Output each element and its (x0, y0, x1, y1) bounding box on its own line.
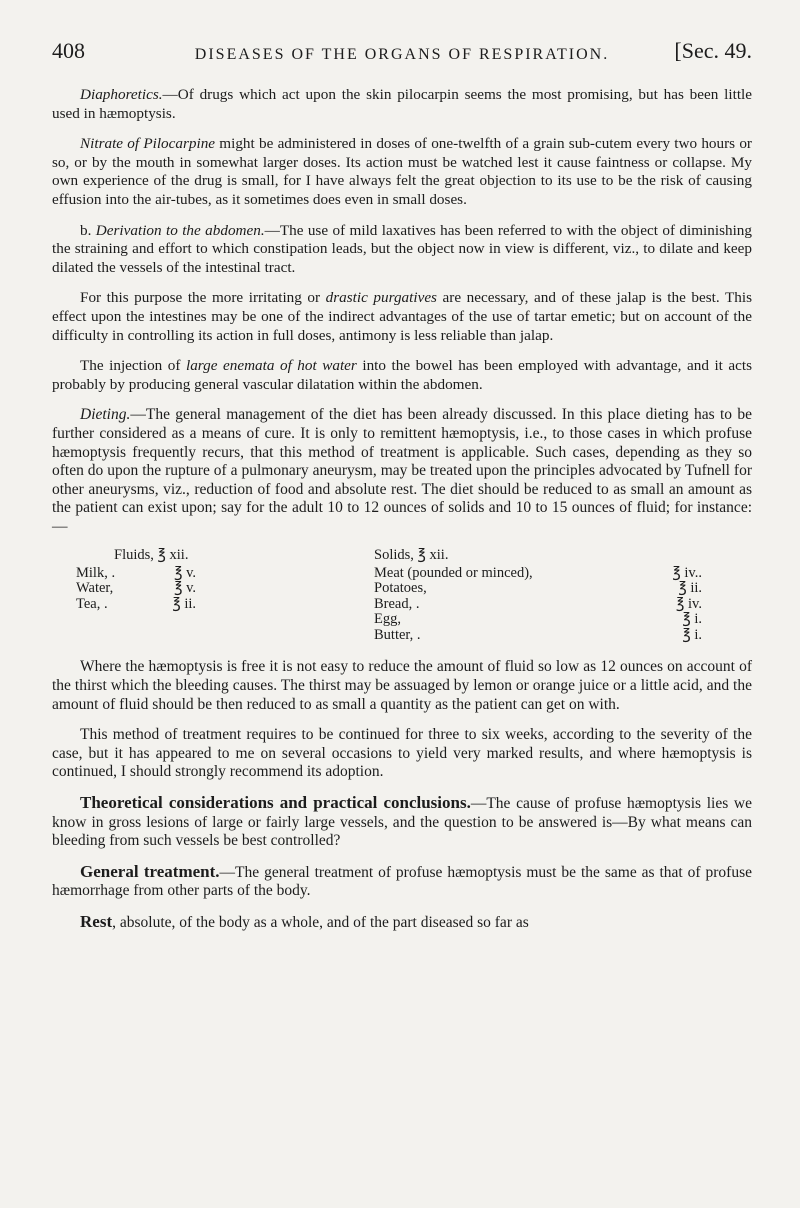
table-row (332, 581, 712, 597)
table-row (332, 628, 712, 644)
fluid-item: Tea, . (76, 595, 108, 612)
text-diaphoretics: —Of drugs which act upon the skin pilocarpin seems the most promising, but has been little used in hæmoptysis. (52, 86, 752, 122)
heading-rest: Rest (80, 912, 113, 931)
fluid-item: Milk, . (76, 564, 116, 581)
paragraph-rest (52, 913, 752, 933)
purgatives-a: For this purpose the more irritating or (80, 289, 326, 307)
paragraph-diaphoretics (52, 86, 752, 123)
enemata-b: into the bowel has been employed with advantage, and it acts probably by producing general vascular dilatation within the abdomen. (52, 357, 753, 393)
table-row (332, 566, 712, 582)
enemata-a: The injection of (80, 357, 186, 375)
paragraph-general-treatment (52, 863, 752, 901)
solid-item: Potatoes, (374, 580, 427, 597)
solid-item: Butter, . (374, 626, 421, 643)
text-rest: , absolute, of the body as a whole, and of the part diseased so far as (112, 914, 529, 931)
heading-enemata: large enemata of hot water (185, 357, 357, 375)
solid-item: Egg, (374, 611, 401, 628)
text-general-treatment: —The general treatment of profuse hæmoptysis must be the same as that of profuse hæmorrhage from other parts of the body. (52, 863, 752, 900)
fluids-header: Fluids, ℥ xii. (114, 547, 189, 564)
paragraph-theoretical (52, 794, 752, 851)
solid-item: Meat (pounded or minced), (374, 564, 533, 581)
running-title: DISEASES OF THE ORGANS OF RESPIRATION. (194, 46, 610, 63)
paragraph-purgatives (52, 289, 752, 345)
section-label: [Sec. 49. (674, 38, 752, 63)
text-derivation: —The use of mild laxatives has been referred to with the object of diminishing the straining and effort to which constipation leads, but the object now in view is different, viz., to dilate and keep dilated the vessels of the intestinal tract. (52, 221, 752, 276)
solids-header: Solids, ℥ xii. (374, 547, 449, 564)
text-dieting: —The general management of the diet has been already discussed. In this place dieting has to be further considered as a means of cure. It is only to remittent hæmoptysis, i.e., to those cases in which profuse hæmoptysis frequently recurs, that this method of treatment is applicable. Such cases, depending as they so often do upon the rupture of a pulmonary aneurysm, may be treated upon the principles advocated by Tufnell for other aneurysms, viz., reduction of food and absolute rest. The diet should be reduced to as small an amount as the patient can exist upon; say for the adult 10 to 12 ounces of solids and 10 to 15 ounces of fluid; for instance:— (52, 406, 752, 535)
page-header (52, 38, 752, 74)
table-row (76, 597, 246, 613)
book-page (52, 38, 753, 945)
paragraph-thirst: Where the hæmoptysis is free it is not easy to reduce the amount of fluid so low as 12 ounces on account of the thirst which the bleeding causes. The thirst may be assuaged by lemon or orange juice or a little acid, and the amount of fluid should be then reduced to as small a quantity as the patient can get on with. (52, 658, 752, 713)
paragraph-dieting (52, 406, 752, 536)
paragraph-enemata (52, 357, 752, 394)
heading-diaphoretics: Diaphoretics. (80, 86, 163, 103)
paragraph-duration: This method of treatment requires to be continued for three to six weeks, according to the severity of the case, but it has appeared to me on several occasions to yield very marked results, and where hæmoptysis is continued, I should strongly recommend its adoption. (52, 726, 752, 781)
heading-derivation: Derivation to the abdomen. (95, 221, 265, 239)
solid-qty: ℥ ii. (678, 580, 702, 597)
fluid-qty: ℥ v. (174, 580, 196, 597)
solid-qty: ℥ i. (682, 626, 702, 643)
heading-pilocarpine: Nitrate of Pilocarpine (80, 135, 216, 153)
solids-column (332, 548, 712, 643)
heading-dieting: Dieting. (80, 406, 131, 424)
solid-qty: ℥ iv. (676, 595, 702, 612)
purgatives-b: are necessary, and of these jalap is the best. This effect upon the intestines may be one of the indirect advantages of the use of tartar emetic; but on account of the difficulty in controlling its action in full doses, antimony is less reliable than jalap. (52, 289, 752, 344)
heading-general-treatment: General treatment. (80, 861, 220, 881)
fluid-item: Water, (76, 580, 114, 597)
derivation-lead: b. (80, 221, 96, 239)
table-row (332, 612, 712, 628)
solid-qty: ℥ iv.. (672, 564, 702, 581)
table-row (332, 597, 712, 613)
solid-item: Bread, . (374, 595, 420, 612)
table-row (76, 581, 246, 597)
fluid-qty: ℥ ii. (172, 595, 196, 612)
paragraph-derivation (52, 222, 752, 278)
fluid-qty: ℥ v. (174, 564, 196, 581)
text-theoretical: —The cause of profuse hæmoptysis lies we know in gross lesions of large or fairly large vessels, and the question to be answered is—By what means can bleeding from such vessels be best controlled? (52, 795, 752, 850)
heading-theoretical: Theoretical considerations and practical conclusions. (80, 793, 471, 813)
paragraph-pilocarpine (52, 135, 752, 209)
table-row (76, 566, 246, 582)
fluids-column (76, 548, 246, 612)
heading-purgatives: drastic purgatives (325, 289, 437, 307)
solid-qty: ℥ i. (682, 611, 702, 628)
diet-table (52, 548, 752, 644)
text-pilocarpine: might be administered in doses of one-twelfth of a grain sub-cutem every two hours or so, or by the mouth in somewhat larger doses. Its action must be watched lest it cause faintness or collapse. My own experience of the drug is small, for I have always felt the great objection to its use to be the risk of causing effusion into the air-tubes, as it sometimes does even in small doses. (52, 135, 752, 208)
page-number: 408 (52, 38, 85, 63)
